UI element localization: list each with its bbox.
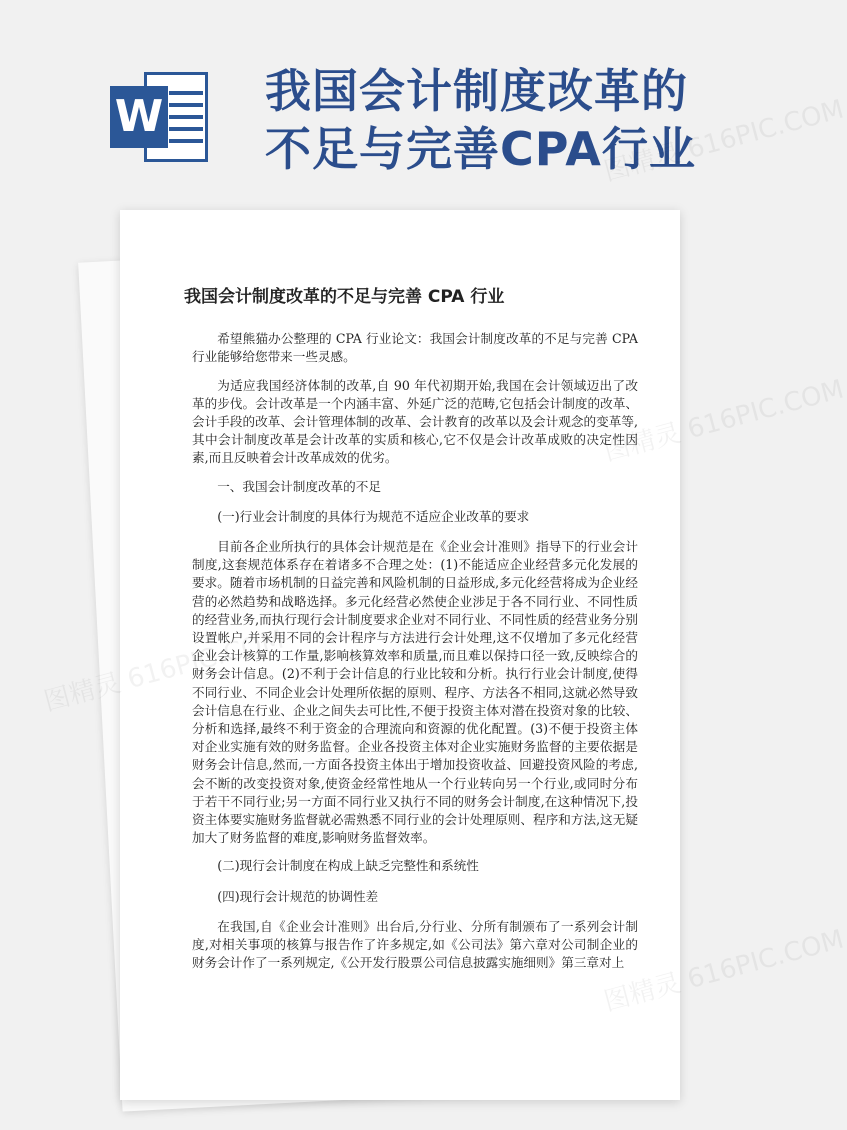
watermark: 图精灵 616PIC.COM [600, 94, 847, 188]
subsection-heading-1: (一)行业会计制度的具体行为规范不适应企业改革的要求 [217, 508, 530, 524]
section-heading: 一、我国会计制度改革的不足 [217, 478, 381, 494]
document-content [184, 287, 638, 983]
paragraph-body: 目前各企业所执行的具体会计规范是在《企业会计准则》指导下的行业会计制度,这套规范体系存在着诸多不合理之处：(1)不能适应企业经营多元化发展的要求。随着市场机制的日益完善和风险机制的日益形成,多元化经营将成为企业经营的必然趋势和战略选择。多元化经营必然使企业涉足于各不同行业、不同性质的经营业务,而执行现行会计制度要求企业对不同行业、不同性质的经营业务分别设置帐户,并采用不同的会计程序与方法进行会计处理,这不仅增加了多元化经营企业会计核算的工作量,影响核算效率和质量,而且难以保持口径一致,反映综合的财务会计信息。(2)不利于会计信息的行业比较和分析。执行行业会计制度,使得不同行业、不同企业会计处理所依据的原则、程序、方法各不相同,这就必然导致会计信息在行业、企业之间失去可比性,不便于投资主体对潜在投资对象的比较、分析和选择,最终不利于资金的合理流向和资源的优化配置。(3)不便于投资主体对企业实施有效的财务监督。企业各投资主体对企业实施财务监督的主要依据是财务会计信息,然而,一方面各投资主体出于增加投资收益、回避投资风险的考虑,会不断的改变投资对象,使资金经常性地从一个行业转向另一个行业,或同时分布于若干不同行业;另一方面不同行业又执行不同的财务会计制度,在这种情况下,投资主体要实施财务监督就必需熟悉不同行业的会计处理原则、程序和方法,这无疑加大了财务监督的难度,影响财务监督效率。 [192, 539, 638, 846]
header-banner [0, 0, 800, 200]
banner-title: 我国会计制度改革的不足与完善CPA行业 [265, 64, 696, 176]
paragraph-tail: 在我国,自《企业会计准则》出台后,分行业、分所有制颁布了一系列会计制度,对相关事项的核算与报告作了许多规定,如《公司法》第六章对公司制企业的财务会计作了一系列规定,《公开发行股票公司信息披露实施细则》第三章对上 [192, 918, 638, 971]
word-document-icon [110, 72, 210, 162]
paragraph-background: 为适应我国经济体制的改革,自 90 年代初期开始,我国在会计领域迈出了改革的步伐。会计改革是一个内涵丰富、外延广泛的范畴,它包括会计制度的改革、会计手段的改革、会计管理体制的改革、会计教育的改革以及会计观念的变革等,其中会计制度改革是会计改革的实质和核心,它不仅是会计改革成败的决定性因素,而且反映着会计改革成效的优劣。 [192, 377, 638, 466]
word-badge: W [110, 86, 168, 148]
watermark: 图精灵 [40, 668, 125, 718]
document-page [120, 210, 680, 1100]
watermark: 图精灵 616PIC.COM [600, 924, 847, 1018]
watermark: 图精灵 616PIC.COM [600, 374, 847, 468]
document-title: 我国会计制度改革的不足与完善 CPA 行业 [184, 287, 505, 307]
subsection-heading-2: (二)现行会计制度在构成上缺乏完整性和系统性 [217, 858, 479, 874]
subsection-heading-4: (四)现行会计规范的协调性差 [217, 888, 379, 904]
paragraph-intro: 希望熊猫办公整理的 CPA 行业论文：我国会计制度改革的不足与完善 CPA 行业能够给您带来一些灵感。 [192, 331, 638, 365]
